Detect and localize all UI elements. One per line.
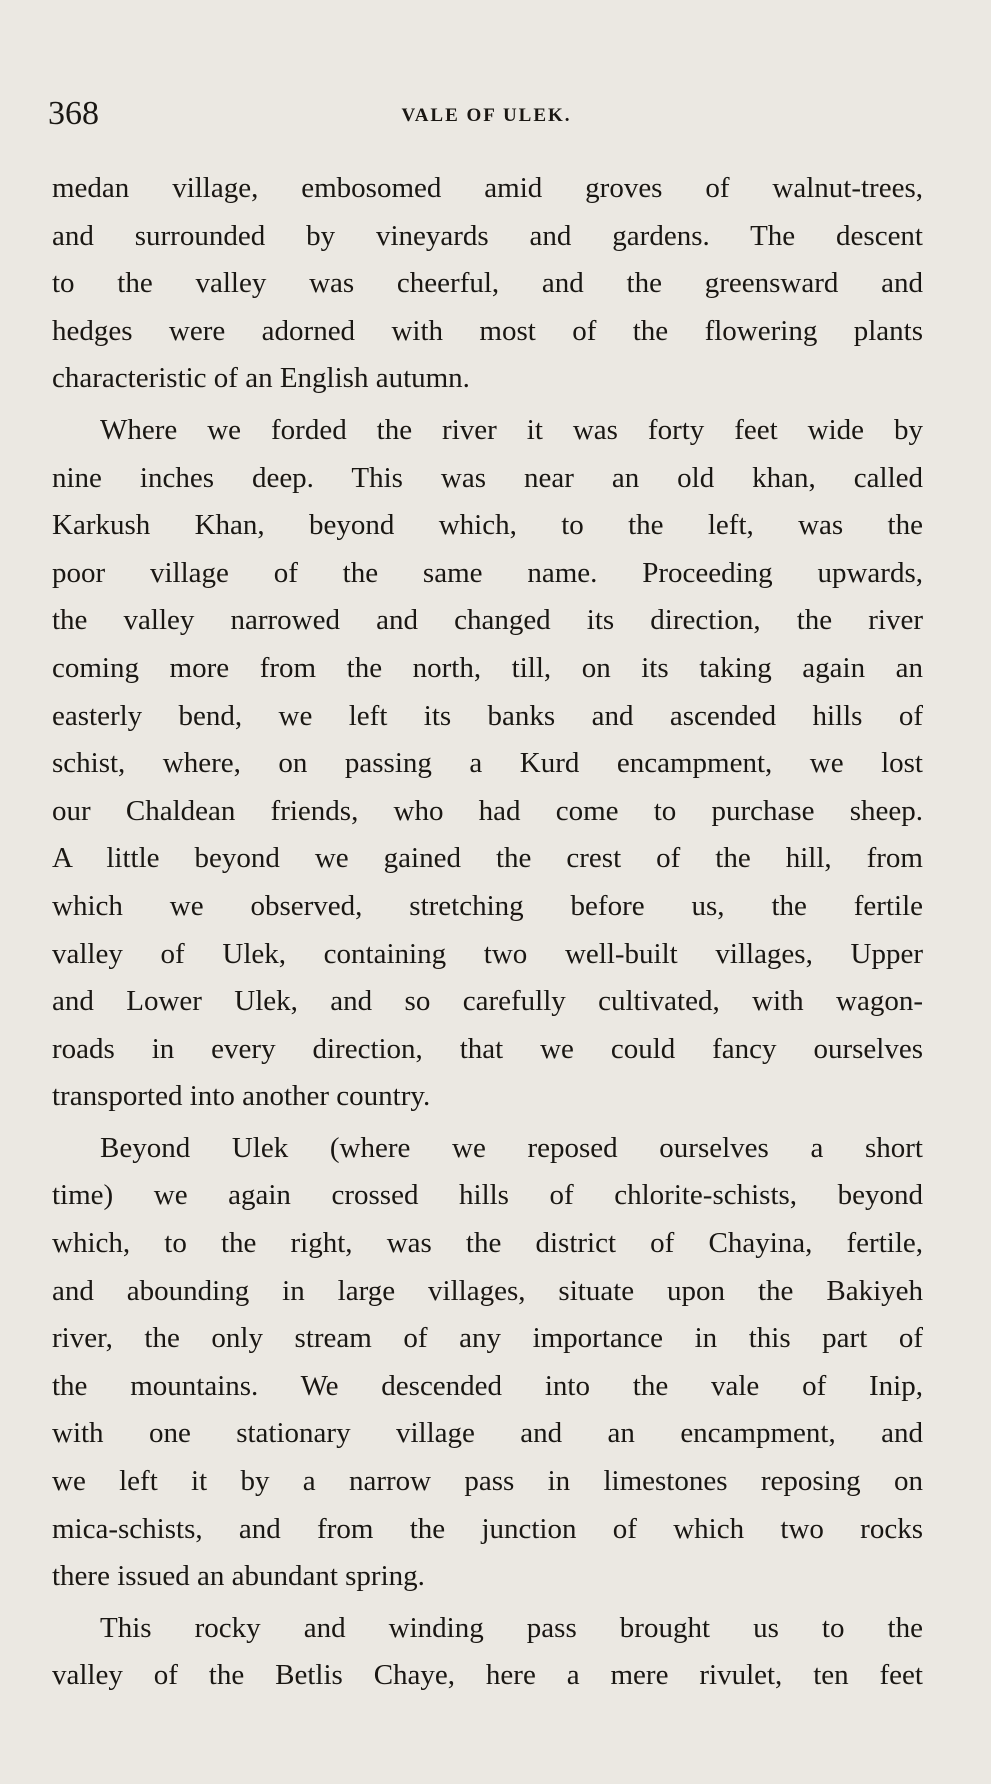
text-line: valley of the Betlis Chaye, here a mere rivulet, ten feet bbox=[52, 1659, 923, 1692]
text-line: coming more from the north, till, on its taking again an bbox=[52, 651, 923, 684]
text-line: which, to the right, was the district of Chayina, fertile, bbox=[52, 1227, 923, 1260]
text-line: transported into another country. bbox=[52, 1080, 431, 1113]
text-line: we left it by a narrow pass in limestones reposing on bbox=[52, 1465, 923, 1498]
page-number: 368 bbox=[48, 95, 99, 132]
text-line: roads in every direction, that we could fancy ourselves bbox=[52, 1032, 923, 1065]
running-head bbox=[48, 94, 925, 134]
text-line: to the valley was cheerful, and the greensward and bbox=[52, 267, 923, 300]
text-line: valley of Ulek, containing two well-built villages, Upper bbox=[52, 937, 923, 970]
text-line: which we observed, stretching before us, the fertile bbox=[52, 889, 923, 922]
text-line: poor village of the same name. Proceeding upwards, bbox=[52, 556, 923, 589]
paragraph bbox=[52, 1125, 923, 1601]
text-line: easterly bend, we left its banks and ascended hills of bbox=[52, 699, 923, 732]
paragraph bbox=[52, 407, 923, 1121]
text-line: with one stationary village and an encampment, and bbox=[52, 1417, 923, 1450]
text-line: Where we forded the river it was forty feet wide by bbox=[100, 413, 923, 446]
text-line: the mountains. We descended into the vale of Inip, bbox=[52, 1369, 923, 1402]
text-line: characteristic of an English autumn. bbox=[52, 362, 470, 395]
text-line: hedges were adorned with most of the flowering plants bbox=[52, 314, 923, 347]
text-line: nine inches deep. This was near an old khan, called bbox=[52, 461, 923, 494]
text-line: and abounding in large villages, situate upon the Bakiyeh bbox=[52, 1274, 923, 1307]
text-line: mica-schists, and from the junction of which two rocks bbox=[52, 1512, 923, 1545]
text-line: Karkush Khan, beyond which, to the left, was the bbox=[52, 509, 923, 542]
text-line: time) we again crossed hills of chlorite-schists, beyond bbox=[52, 1179, 923, 1212]
text-line: the valley narrowed and changed its direction, the river bbox=[52, 604, 923, 637]
text-line: Beyond Ulek (where we reposed ourselves a short bbox=[100, 1131, 923, 1164]
text-line: schist, where, on passing a Kurd encampment, we lost bbox=[52, 747, 923, 780]
paragraph bbox=[52, 1605, 923, 1700]
text-line: there issued an abundant spring. bbox=[52, 1560, 425, 1593]
text-line: our Chaldean friends, who had come to purchase sheep. bbox=[52, 794, 923, 827]
paragraph bbox=[52, 165, 923, 403]
running-head-title: VALE OF ULEK. bbox=[401, 105, 572, 126]
text-line: and Lower Ulek, and so carefully cultivated, with wagon- bbox=[52, 985, 923, 1018]
body-text bbox=[52, 165, 923, 1704]
text-line: medan village, embosomed amid groves of walnut-trees, bbox=[52, 172, 923, 204]
text-line: river, the only stream of any importance in this part of bbox=[52, 1322, 923, 1355]
text-line: A little beyond we gained the crest of the hill, from bbox=[52, 842, 923, 875]
text-line: and surrounded by vineyards and gardens. The descent bbox=[52, 219, 923, 252]
text-line: This rocky and winding pass brought us to the bbox=[100, 1611, 923, 1644]
